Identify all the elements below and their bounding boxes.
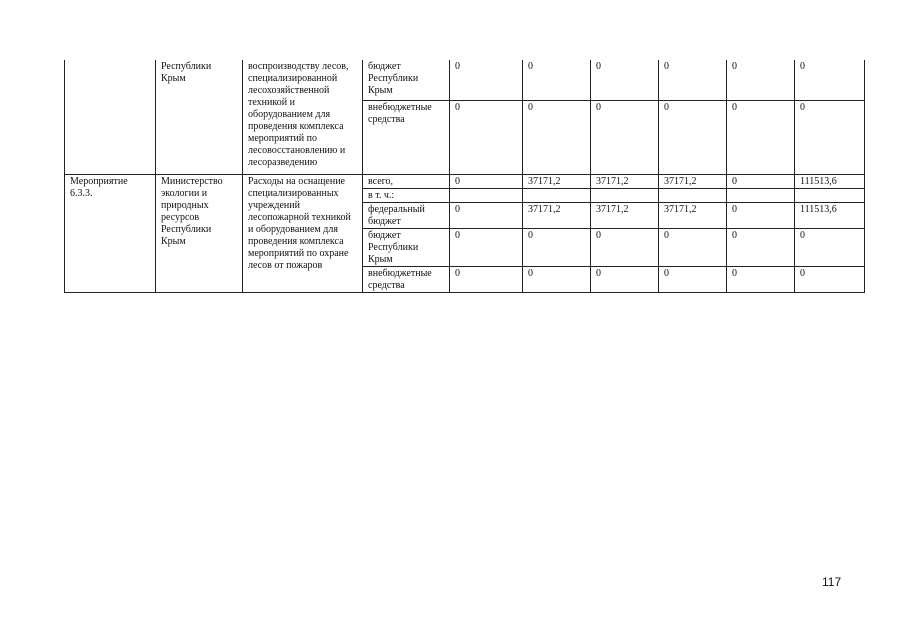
value-cell: 0: [523, 228, 591, 266]
value-cell: 0: [727, 202, 795, 228]
value-cell: 37171,2: [659, 174, 727, 188]
table-row: [65, 60, 865, 100]
funding-table: [64, 60, 865, 293]
value-cell: 0: [450, 100, 523, 174]
value-cell: 0: [450, 266, 523, 292]
value-cell: 0: [659, 228, 727, 266]
value-cell: 0: [450, 60, 523, 100]
value-cell: 0: [523, 266, 591, 292]
funding-source-cell: всего,: [363, 174, 450, 188]
funding-table-body: [65, 60, 865, 292]
measure-name-cell: [65, 60, 156, 174]
value-cell: 0: [591, 266, 659, 292]
description-cell: Расходы на оснащение специализированных учреждений лесопожарной техникой и оборудованием для проведения комплекса мероприятий по охране лесов от пожаров: [243, 174, 363, 292]
funding-source-cell: федеральный бюджет: [363, 202, 450, 228]
value-cell: 0: [795, 100, 865, 174]
value-cell: 0: [727, 174, 795, 188]
value-cell: 37171,2: [523, 202, 591, 228]
value-cell: [659, 188, 727, 202]
value-cell: [523, 188, 591, 202]
value-cell: 0: [659, 60, 727, 100]
value-cell: 37171,2: [523, 174, 591, 188]
value-cell: 0: [795, 266, 865, 292]
value-cell: 0: [795, 228, 865, 266]
value-cell: 0: [795, 60, 865, 100]
value-cell: 37171,2: [659, 202, 727, 228]
value-cell: 0: [727, 60, 795, 100]
value-cell: 0: [591, 100, 659, 174]
funding-source-cell: внебюджетные средства: [363, 266, 450, 292]
value-cell: 0: [591, 60, 659, 100]
executor-cell: Республики Крым: [156, 60, 243, 174]
value-cell: 37171,2: [591, 174, 659, 188]
description-cell: воспроизводству лесов, специализированной лесохозяйственной техникой и оборудованием для проведения комплекса мероприятий по лесовосстановлению и лесоразведению: [243, 60, 363, 174]
funding-source-cell: бюджет Республики Крым: [363, 60, 450, 100]
table-row: [65, 174, 865, 188]
value-cell: 0: [727, 266, 795, 292]
page-number: 117: [822, 575, 842, 589]
value-cell: 111513,6: [795, 174, 865, 188]
value-cell: 111513,6: [795, 202, 865, 228]
executor-cell: Министерство экологии и природных ресурсов Республики Крым: [156, 174, 243, 292]
measure-name-cell: Мероприятие 6.3.3.: [65, 174, 156, 292]
value-cell: 0: [523, 60, 591, 100]
value-cell: [727, 188, 795, 202]
value-cell: 0: [591, 228, 659, 266]
value-cell: 37171,2: [591, 202, 659, 228]
value-cell: [450, 188, 523, 202]
value-cell: [591, 188, 659, 202]
value-cell: 0: [727, 228, 795, 266]
value-cell: 0: [727, 100, 795, 174]
funding-source-cell: бюджет Республики Крым: [363, 228, 450, 266]
value-cell: 0: [450, 202, 523, 228]
value-cell: 0: [523, 100, 591, 174]
value-cell: 0: [450, 174, 523, 188]
funding-source-cell: в т. ч.:: [363, 188, 450, 202]
value-cell: 0: [659, 100, 727, 174]
value-cell: 0: [450, 228, 523, 266]
value-cell: [795, 188, 865, 202]
funding-source-cell: внебюджетные средства: [363, 100, 450, 174]
value-cell: 0: [659, 266, 727, 292]
